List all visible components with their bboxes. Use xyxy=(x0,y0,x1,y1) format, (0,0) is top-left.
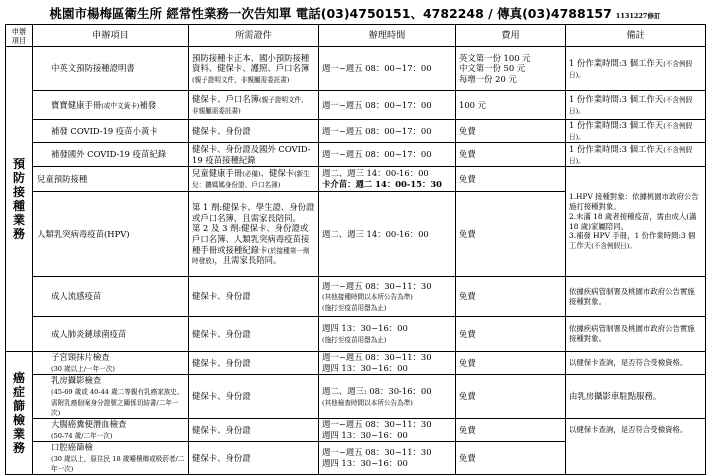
row-time: 週一~週五 08：30~11：30 週四 13：30~16：00 xyxy=(319,352,456,375)
row-time: 週一~週五 08：00~17：00 xyxy=(319,91,456,120)
table-row xyxy=(6,277,706,317)
row-note: 以健保卡查詢，是否符合受檢資格。 xyxy=(566,352,706,375)
row-time: 週一~週五 08：00~17：00 xyxy=(319,47,456,91)
header-item: 申辦項目 xyxy=(33,25,189,47)
table-row xyxy=(6,47,706,91)
row-time: 週二、週三: 08：30-16：00 (其他檢查時間以本所公告為準) xyxy=(319,375,456,419)
row-time: 週一~週五 08：00~17：00 xyxy=(319,143,456,167)
row-item: 成人流感疫苗 xyxy=(33,277,189,317)
revision-date: 1131227修訂 xyxy=(615,12,661,20)
title-text: 桃園市楊梅區衛生所 經常性業務一次告知單 電話(03)4750151、4782248 / 傳真(03)4788157 xyxy=(49,6,612,21)
row-note: 1 份作業時間:3 個工作天(不含例假日)。 xyxy=(566,143,706,167)
row-docs: 健保卡、戶口名簿(親子證明文件、 非親屬需委託書) xyxy=(189,91,319,120)
row-fee: 100 元 xyxy=(456,91,566,120)
page-title xyxy=(0,3,710,22)
row-fee: 免費 xyxy=(456,143,566,167)
table-header xyxy=(6,25,706,47)
row-docs: 健保卡、身份證 xyxy=(189,277,319,317)
table-row xyxy=(6,91,706,120)
table-row xyxy=(6,352,706,375)
row-item: 寶寶健康手冊(或中文黃卡)補發 xyxy=(33,91,189,120)
row-note: 1 份作業時間:3 個工作天(不含例假日)。 xyxy=(566,120,706,143)
row-fee: 免費 xyxy=(456,375,566,419)
row-fee: 免費 xyxy=(456,442,566,475)
row-note: 依據疾病管制署及桃園市政府公告實施接種對象。 xyxy=(566,277,706,317)
row-item: 補發國外 COVID-19 疫苗紀錄 xyxy=(33,143,189,167)
row-docs: 健保卡、身份證 xyxy=(189,419,319,442)
row-fee: 免費 xyxy=(456,192,566,277)
row-time: 週二、週三 14：00-16：00 xyxy=(319,192,456,277)
row-fee: 免費 xyxy=(456,317,566,352)
row-fee: 免費 xyxy=(456,167,566,192)
section-prevention: 預 防 接 種 業 務 xyxy=(6,47,33,352)
table-row xyxy=(6,143,706,167)
header-time: 辦理時間 xyxy=(319,25,456,47)
row-item: 成人肺炎鏈球菌疫苗 xyxy=(33,317,189,352)
row-time: 週二、週三 14：00-16：00 卡介苗：週二 14：00-15：30 xyxy=(319,167,456,192)
row-fee: 免費 xyxy=(456,120,566,143)
section-cancer: 癌 症 篩 檢 業 務 xyxy=(6,352,33,475)
row-fee: 免費 xyxy=(456,277,566,317)
row-fee: 免費 xyxy=(456,352,566,375)
row-docs: 健保卡、身份證 xyxy=(189,120,319,143)
table-row xyxy=(6,419,706,442)
row-note: 依據疾病管制署及桃園市政府公告實施接種對象。 xyxy=(566,317,706,352)
row-time: 週一~週五 08：30~11：30 (其他接種時間以本所公告為準) (施打至疫苗用罄為止) xyxy=(319,277,456,317)
row-item: 乳房攝影檢查 (45-69 歲或 40-44 歲二等親有乳癌家族史、需附乳癌個案身分證號之關係切結書/二年一次) xyxy=(33,375,189,419)
row-fee: 英文第一份 100 元 中文第一份 50 元 每增一份 20 元 xyxy=(456,47,566,91)
header-docs: 所需證件 xyxy=(189,25,319,47)
header-note: 備註 xyxy=(566,25,706,47)
row-item: 子宮頸抹片檢查 (30 歲以上/一年一次) xyxy=(33,352,189,375)
table-row xyxy=(6,375,706,419)
row-note: 由乳房攝影車駐點服務。 xyxy=(566,375,706,419)
row-docs: 第 1 劑:健保卡、學生證、身份證或戶口名簿，且需家長陪同。 第 2 及 3 劑:健保卡、身份證或戶口名簿、人類乳突病毒疫苗接種手冊或接種紀錄卡(於接種第一劑時發放)，且需家長陪同。 xyxy=(189,192,319,277)
row-time: 週一~週五 08：00~17：00 xyxy=(319,120,456,143)
table-row xyxy=(6,317,706,352)
table-row xyxy=(6,167,706,192)
row-item: 中英文預防接種證明書 xyxy=(33,47,189,91)
row-docs: 預防接種卡正本、國小預防接種資料、健保卡、護照、戶口名簿 (親子證明文件，非親屬需委託書) xyxy=(189,47,319,91)
row-item: 兒童預防接種 xyxy=(33,167,189,192)
row-time: 週一~週五 08：30~11：30 週四 13：30~16：00 xyxy=(319,419,456,442)
row-docs: 健保卡、身份證 xyxy=(189,352,319,375)
row-fee: 免費 xyxy=(456,419,566,442)
row-item: 人類乳突病毒疫苗(HPV) xyxy=(33,192,189,277)
row-note: 1 份作業時間:3 個工作天(不含例假日)。 xyxy=(566,91,706,120)
row-docs: 兒童健康手冊(必備)、健保卡(新生兒：攜媽媽身份證、戶口名簿) xyxy=(189,167,319,192)
row-item: 口腔癌篩檢 (30 歲以上，原住民 18 歲嚼檳榔或吸菸者/二年一次) xyxy=(33,442,189,475)
row-docs: 健保卡、身份證 xyxy=(189,317,319,352)
row-item: 大腸癌糞便潛血檢查 (50-74 歲/二年一次) xyxy=(33,419,189,442)
row-time: 週四 13：30~16：00 (施打至疫苗用罄為止) xyxy=(319,317,456,352)
row-item: 補發 COVID-19 疫苗小黃卡 xyxy=(33,120,189,143)
row-docs: 健保卡、身份證 xyxy=(189,442,319,475)
service-table xyxy=(5,24,706,475)
header-fee: 費用 xyxy=(456,25,566,47)
row-docs: 健保卡、身份證及國外 COVID-19 疫苗接種紀錄 xyxy=(189,143,319,167)
header-category: 申辦 項目 xyxy=(6,25,33,47)
row-note-hpv: 1.HPV 接種對象：依據桃園市政府公告施打接種對象。 2.未滿 18 歲者接種疫苗，需由成人(滿 18 歲)家屬陪同。 3.補發 HPV 手冊，1 份作業時間:3 個工作天(不含例假日)。 xyxy=(566,167,706,277)
table-row xyxy=(6,120,706,143)
row-docs: 健保卡、身份證 xyxy=(189,375,319,419)
row-note-shared: 以健保卡查詢，是否符合受檢資格。 xyxy=(566,419,706,475)
row-note: 1 份作業時間:3 個工作天(不含例假日)。 xyxy=(566,47,706,91)
row-time: 週一~週五 08：30~11：30 週四 13：30~16：00 xyxy=(319,442,456,475)
